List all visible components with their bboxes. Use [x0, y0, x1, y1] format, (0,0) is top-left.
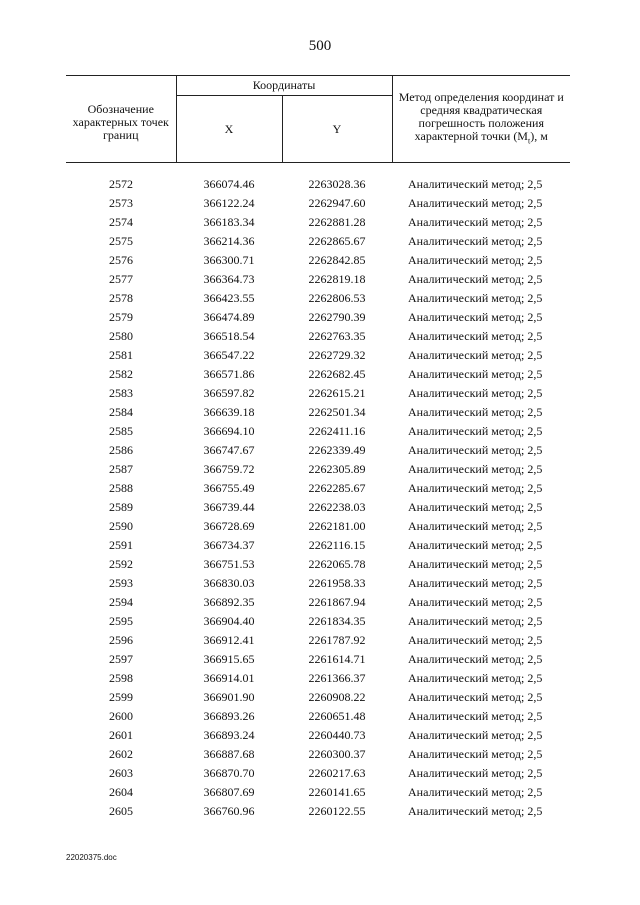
method-accuracy: Аналитический метод; 2,5: [408, 538, 543, 552]
table-row: [66, 650, 570, 669]
coordinate-y: 2260141.65: [308, 785, 366, 799]
table-row: [66, 213, 570, 232]
coordinate-y: 2261834.35: [308, 614, 366, 628]
coordinate-x: 366739.44: [203, 500, 255, 514]
coordinate-x: 366214.36: [203, 234, 255, 248]
table-row: [66, 555, 570, 574]
coordinate-y: 2260440.73: [308, 728, 366, 742]
method-accuracy: Аналитический метод; 2,5: [408, 747, 543, 761]
method-accuracy: Аналитический метод; 2,5: [408, 405, 543, 419]
method-accuracy: Аналитический метод; 2,5: [408, 766, 543, 780]
method-accuracy: Аналитический метод; 2,5: [408, 462, 543, 476]
method-accuracy: Аналитический метод; 2,5: [408, 196, 543, 210]
table-row: [66, 308, 570, 327]
table-row: [66, 422, 570, 441]
method-accuracy: Аналитический метод; 2,5: [408, 728, 543, 742]
point-number: 2592: [109, 557, 133, 571]
point-number: 2602: [109, 747, 133, 761]
table-row: [66, 574, 570, 593]
table-row: [66, 441, 570, 460]
coordinate-y: 2262819.18: [308, 272, 366, 286]
coordinate-x: 366547.22: [203, 348, 255, 362]
coordinate-y: 2260300.37: [308, 747, 366, 761]
coordinate-x: 366830.03: [203, 576, 255, 590]
method-accuracy: Аналитический метод; 2,5: [408, 215, 543, 229]
coordinate-y: 2262116.15: [308, 538, 366, 552]
header-coordinates-label: Координаты: [252, 78, 316, 93]
table-row: [66, 612, 570, 631]
method-accuracy: Аналитический метод; 2,5: [408, 177, 543, 191]
coordinate-y: 2262865.67: [308, 234, 366, 248]
table-row: [66, 688, 570, 707]
table-row: [66, 194, 570, 213]
method-accuracy: Аналитический метод; 2,5: [408, 671, 543, 685]
method-accuracy: Аналитический метод; 2,5: [408, 614, 543, 628]
coordinate-x: 366364.73: [203, 272, 255, 286]
method-accuracy: Аналитический метод; 2,5: [408, 690, 543, 704]
point-number: 2582: [109, 367, 133, 381]
method-accuracy: Аналитический метод; 2,5: [408, 481, 543, 495]
coordinate-y: 2261614.71: [308, 652, 366, 666]
table-row: [66, 479, 570, 498]
coordinate-x: 366747.67: [203, 443, 255, 457]
coordinate-x: 366423.55: [203, 291, 255, 305]
point-number: 2574: [109, 215, 133, 229]
coordinate-y: 2262615.21: [308, 386, 366, 400]
method-accuracy: Аналитический метод; 2,5: [408, 329, 543, 343]
page-number: 500: [308, 38, 332, 54]
header-y-label: Y: [332, 121, 342, 136]
coordinates-table: [66, 75, 570, 821]
method-accuracy: Аналитический метод; 2,5: [408, 367, 543, 381]
point-number: 2583: [109, 386, 133, 400]
point-number: 2579: [109, 310, 133, 324]
method-accuracy: Аналитический метод; 2,5: [408, 386, 543, 400]
coordinate-x: 366639.18: [203, 405, 255, 419]
method-accuracy: Аналитический метод; 2,5: [408, 310, 543, 324]
coordinate-y: 2262411.16: [308, 424, 366, 438]
method-accuracy: Аналитический метод; 2,5: [408, 253, 543, 267]
table-row: [66, 232, 570, 251]
point-number: 2573: [109, 196, 133, 210]
table-row: [66, 365, 570, 384]
header-method-label: Метод определения координат и средняя квадратическая погрешность положения характерной точки (M: [398, 89, 564, 143]
table-row: [66, 536, 570, 555]
header-x-label: X: [224, 121, 234, 136]
point-number: 2572: [109, 177, 133, 191]
point-number: 2585: [109, 424, 133, 438]
point-number: 2593: [109, 576, 133, 590]
coordinate-y: 2261958.33: [308, 576, 366, 590]
point-number: 2575: [109, 234, 133, 248]
coordinate-y: 2262305.89: [308, 462, 366, 476]
table-row: [66, 745, 570, 764]
table-row: [66, 783, 570, 802]
point-number: 2584: [109, 405, 133, 419]
header-point-label: Обозначение характерных точек границ: [72, 101, 169, 142]
coordinate-y: 2262065.78: [308, 557, 366, 571]
header-point: [66, 76, 176, 163]
method-accuracy: Аналитический метод; 2,5: [408, 234, 543, 248]
table-row: [66, 631, 570, 650]
method-accuracy: Аналитический метод; 2,5: [408, 557, 543, 571]
coordinate-x: 366734.37: [203, 538, 255, 552]
point-number: 2598: [109, 671, 133, 685]
point-number: 2601: [109, 728, 133, 742]
table-row: [66, 175, 570, 194]
point-number: 2597: [109, 652, 133, 666]
coordinate-y: 2261787.92: [308, 633, 366, 647]
coordinate-y: 2262729.32: [308, 348, 366, 362]
point-number: 2595: [109, 614, 133, 628]
table-row: [66, 384, 570, 403]
point-number: 2587: [109, 462, 133, 476]
table-row: [66, 707, 570, 726]
coordinate-y: 2261867.94: [308, 595, 366, 609]
table-body: [66, 163, 570, 822]
coordinate-x: 366755.49: [203, 481, 255, 495]
method-accuracy: Аналитический метод; 2,5: [408, 595, 543, 609]
point-number: 2581: [109, 348, 133, 362]
coordinate-x: 366518.54: [203, 329, 255, 343]
header-coordinates: [176, 76, 392, 96]
coordinate-x: 366474.89: [203, 310, 255, 324]
coordinate-y: 2262501.34: [308, 405, 366, 419]
table-row: [66, 346, 570, 365]
table-row: [66, 270, 570, 289]
coordinate-x: 366300.71: [203, 253, 255, 267]
table-row: [66, 403, 570, 422]
header-method: [392, 76, 570, 163]
header-x: [176, 96, 282, 163]
coordinate-x: 366887.68: [203, 747, 255, 761]
coordinate-x: 366893.24: [203, 728, 255, 742]
coordinate-y: 2262763.35: [308, 329, 366, 343]
coordinate-x: 366892.35: [203, 595, 255, 609]
coordinate-y: 2262806.53: [308, 291, 366, 305]
coordinate-y: 2262682.45: [308, 367, 366, 381]
coordinate-x: 366893.26: [203, 709, 255, 723]
coordinate-x: 366571.86: [203, 367, 255, 381]
coordinate-x: 366912.41: [203, 633, 255, 647]
table-row: [66, 802, 570, 821]
point-number: 2576: [109, 253, 133, 267]
method-accuracy: Аналитический метод; 2,5: [408, 348, 543, 362]
point-number: 2580: [109, 329, 133, 343]
method-accuracy: Аналитический метод; 2,5: [408, 519, 543, 533]
coordinate-x: 366760.96: [203, 804, 255, 818]
point-number: 2600: [109, 709, 133, 723]
point-number: 2591: [109, 538, 133, 552]
table-row: [66, 289, 570, 308]
coordinate-x: 366807.69: [203, 785, 255, 799]
point-number: 2589: [109, 500, 133, 514]
point-number: 2577: [109, 272, 133, 286]
coordinate-x: 366694.10: [203, 424, 255, 438]
coordinate-x: 366183.34: [203, 215, 255, 229]
coordinate-y: 2262339.49: [308, 443, 366, 457]
table-spacer: [66, 163, 570, 176]
table-row: [66, 669, 570, 688]
coordinate-y: 2262285.67: [308, 481, 366, 495]
header-method-subscript: t: [527, 136, 531, 146]
table-row: [66, 498, 570, 517]
method-accuracy: Аналитический метод; 2,5: [408, 709, 543, 723]
header-y: [282, 96, 392, 163]
point-number: 2594: [109, 595, 133, 609]
document-filename: 22020375.doc: [66, 853, 117, 862]
coordinate-x: 366914.01: [203, 671, 255, 685]
coordinate-y: 2262181.00: [308, 519, 366, 533]
coordinate-x: 366870.70: [203, 766, 255, 780]
method-accuracy: Аналитический метод; 2,5: [408, 576, 543, 590]
coordinate-y: 2262842.85: [308, 253, 366, 267]
table-row: [66, 726, 570, 745]
point-number: 2590: [109, 519, 133, 533]
method-accuracy: Аналитический метод; 2,5: [408, 500, 543, 514]
point-number: 2578: [109, 291, 133, 305]
coordinate-x: 366915.65: [203, 652, 255, 666]
table-header: [66, 76, 570, 163]
header-method-unit: ), м: [530, 128, 548, 143]
coordinate-x: 366901.90: [203, 690, 255, 704]
coordinate-y: 2262790.39: [308, 310, 366, 324]
method-accuracy: Аналитический метод; 2,5: [408, 272, 543, 286]
table-row: [66, 517, 570, 536]
coordinate-x: 366759.72: [203, 462, 255, 476]
table-row: [66, 460, 570, 479]
coordinate-x: 366597.82: [203, 386, 255, 400]
coordinate-y: 2262947.60: [308, 196, 366, 210]
coordinate-y: 2261366.37: [308, 671, 366, 685]
coordinate-x: 366074.46: [203, 177, 255, 191]
method-accuracy: Аналитический метод; 2,5: [408, 443, 543, 457]
point-number: 2603: [109, 766, 133, 780]
point-number: 2604: [109, 785, 133, 799]
method-accuracy: Аналитический метод; 2,5: [408, 424, 543, 438]
coordinate-x: 366728.69: [203, 519, 255, 533]
coordinate-y: 2263028.36: [308, 177, 366, 191]
coordinate-x: 366122.24: [203, 196, 255, 210]
point-number: 2586: [109, 443, 133, 457]
table-row: [66, 764, 570, 783]
method-accuracy: Аналитический метод; 2,5: [408, 804, 543, 818]
table-row: [66, 593, 570, 612]
coordinate-x: 366751.53: [203, 557, 255, 571]
coordinate-y: 2260651.48: [308, 709, 366, 723]
point-number: 2605: [109, 804, 133, 818]
table-row: [66, 327, 570, 346]
point-number: 2596: [109, 633, 133, 647]
method-accuracy: Аналитический метод; 2,5: [408, 291, 543, 305]
coordinate-y: 2262881.28: [308, 215, 366, 229]
coordinate-y: 2262238.03: [308, 500, 366, 514]
method-accuracy: Аналитический метод; 2,5: [408, 633, 543, 647]
method-accuracy: Аналитический метод; 2,5: [408, 652, 543, 666]
method-accuracy: Аналитический метод; 2,5: [408, 785, 543, 799]
coordinate-y: 2260908.22: [308, 690, 366, 704]
point-number: 2599: [109, 690, 133, 704]
coordinate-y: 2260217.63: [308, 766, 366, 780]
table-row: [66, 251, 570, 270]
coordinate-y: 2260122.55: [308, 804, 366, 818]
coordinate-x: 366904.40: [203, 614, 255, 628]
point-number: 2588: [109, 481, 133, 495]
